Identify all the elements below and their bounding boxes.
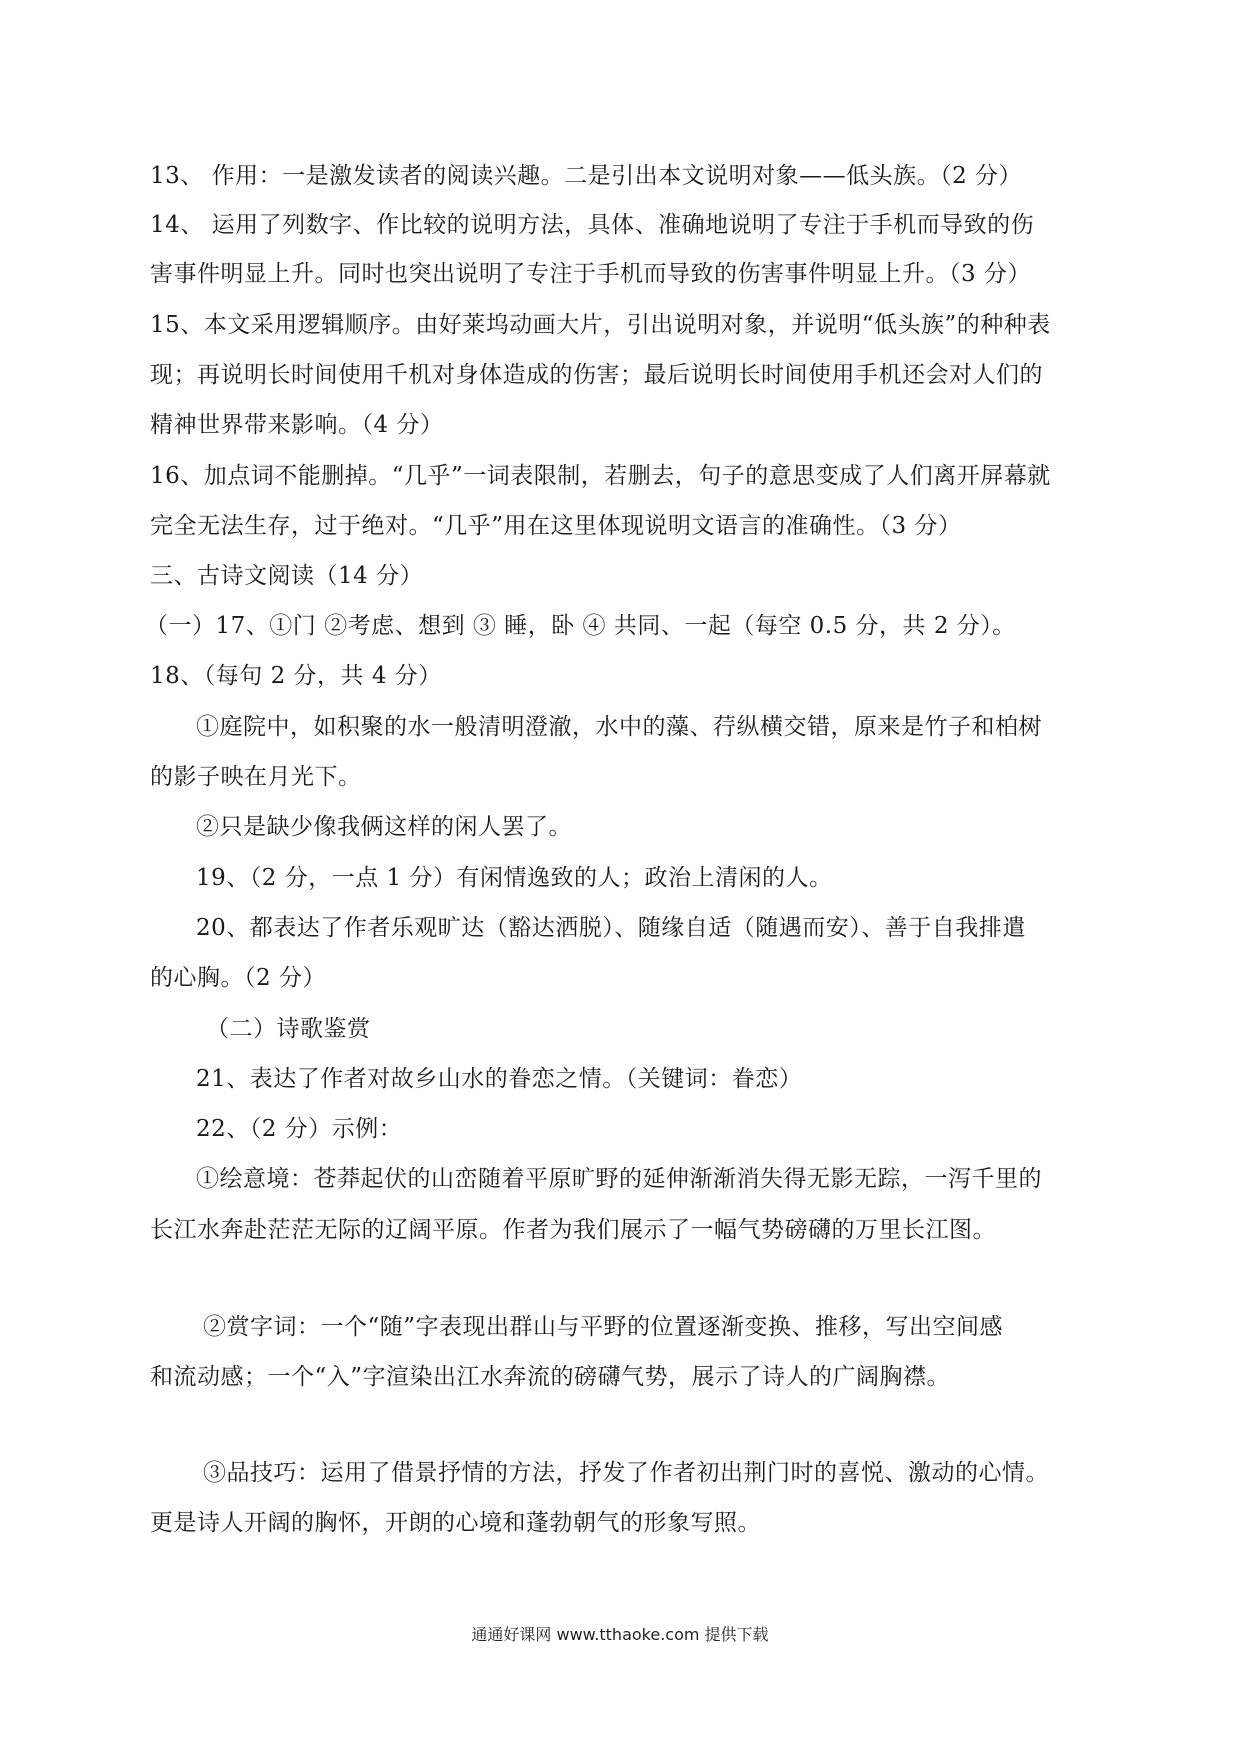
answer-22-item-3-line-1: ③品技巧：运用了借景抒情的方法，抒发了作者初出荆门时的喜悦、激动的心情。 [203,1460,1049,1486]
answer-17: （一）17、①门 ②考虑、想到 ③ 睡，卧 ④ 共同、一起（每空 0.5 分，共 2 分）。 [145,613,1016,639]
answer-20-line-1: 20、都表达了作者乐观旷达（豁达洒脱）、随缘自适（随遇而安）、善于自我排遣 [196,915,1026,941]
answer-20-line-2: 的心胸。（2 分） [150,965,326,991]
answer-22-item-2-line-2: 和流动感；一个“入”字渲染出江水奔流的磅礴气势，展示了诗人的广阔胸襟。 [150,1364,951,1390]
answer-22-item-2-line-1: ②赏字词：一个“随”字表现出群山与平野的位置逐渐变换、推移，写出空间感 [203,1314,1004,1340]
page-footer: 通通好课网 www.tthaoke.com 提供下载 [471,1625,769,1644]
answer-19: 19、（2 分，一点 1 分）有闲情逸致的人；政治上清闲的人。 [196,865,833,891]
answer-18-heading: 18、（每句 2 分，共 4 分） [150,663,442,689]
answer-18-item-2: ②只是缺少像我俩这样的闲人罢了。 [196,814,572,840]
answer-13: 13、 作用：一是激发读者的阅读兴趣。二是引出本文说明对象——低头族。（2 分） [150,163,1023,189]
answer-18-item-1-line-1: ①庭院中，如积聚的水一般清明澄澈，水中的藻、荇纵横交错，原来是竹子和柏树 [196,714,1042,740]
section-poetry-heading: （二）诗歌鉴赏 [206,1016,371,1042]
answer-15-line-1: 15、本文采用逻辑顺序。由好莱坞动画大片，引出说明对象，并说明“低头族”的种种表 [150,312,1051,338]
answer-16-line-1: 16、加点词不能删掉。“几乎”一词表限制，若删去，句子的意思变成了人们离开屏幕就 [150,463,1051,489]
section-3-heading: 三、古诗文阅读（14 分） [150,563,424,589]
answer-18-item-1-line-2: 的影子映在月光下。 [150,764,362,790]
answer-22-heading: 22、（2 分）示例： [196,1116,403,1142]
answer-22-item-1-line-2: 长江水奔赴茫茫无际的辽阔平原。作者为我们展示了一幅气势磅礴的万里长江图。 [150,1217,996,1243]
answer-22-item-1-line-1: ①绘意境：苍莽起伏的山峦随着平原旷野的延伸渐渐消失得无影无踪，一泻千里的 [196,1166,1042,1192]
answer-14-line-2: 害事件明显上升。同时也突出说明了专注于手机而导致的伤害事件明显上升。（3 分） [150,261,1031,287]
answer-14-line-1: 14、 运用了列数字、作比较的说明方法，具体、准确地说明了专注于手机而导致的伤 [150,212,1035,238]
answer-21: 21、表达了作者对故乡山水的眷恋之情。（关键词：眷恋） [196,1066,803,1092]
answer-16-line-2: 完全无法生存，过于绝对。“几乎”用在这里体现说明文语言的准确性。（3 分） [150,513,962,539]
answer-15-line-2: 现；再说明长时间使用千机对身体造成的伤害；最后说明长时间使用手机还会对人们的 [150,362,1043,388]
answer-15-line-3: 精神世界带来影响。（4 分） [150,412,444,438]
answer-22-item-3-line-2: 更是诗人开阔的胸怀，开朗的心境和蓬勃朝气的形象写照。 [150,1510,761,1536]
